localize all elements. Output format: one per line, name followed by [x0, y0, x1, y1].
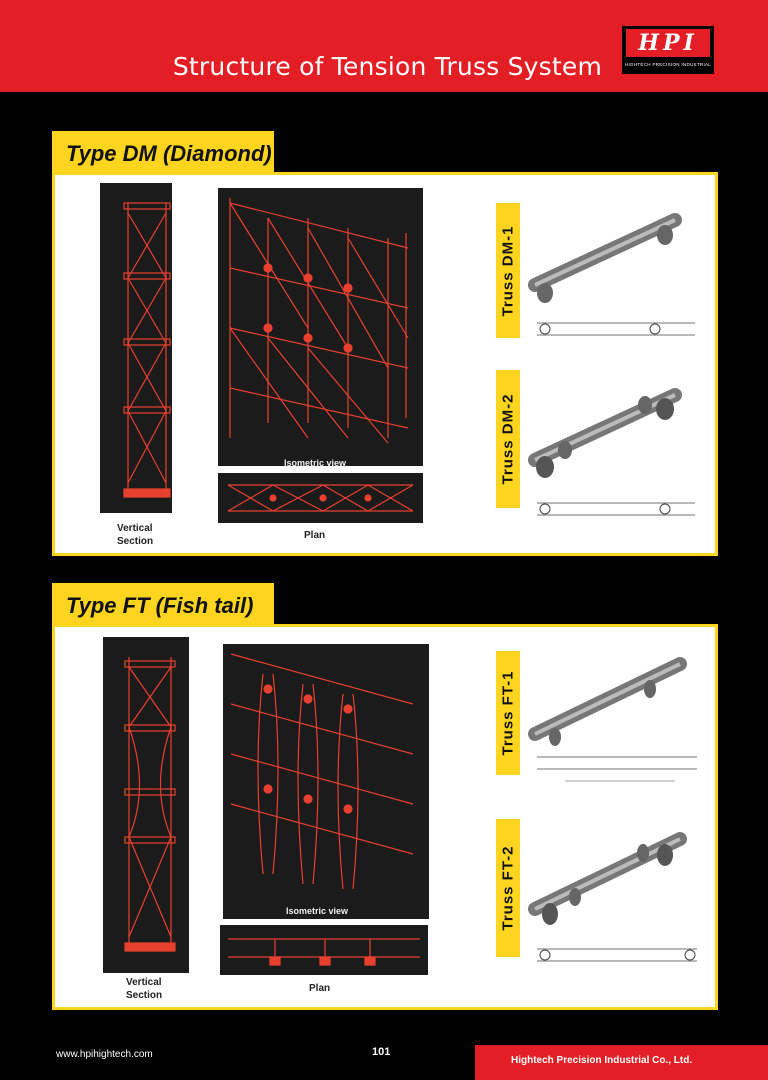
- part-label-ft-1: Truss FT-1: [499, 670, 517, 756]
- logo-mark: HPI: [626, 29, 710, 57]
- plan-label-ft: Plan: [309, 983, 331, 994]
- part-tab-dm-1: [496, 203, 520, 338]
- logo-subtitle: HIGHTECH PRECISION INDUSTRIAL: [624, 62, 712, 67]
- truss-part-drawing-dm-2: [525, 375, 705, 540]
- isometric-drawing-ft: [223, 644, 429, 919]
- vertical-section-drawing-ft: [103, 637, 189, 973]
- company-name: Hightech Precision Industrial Co., Ltd.: [511, 1055, 693, 1066]
- page-title: Structure of Tension Truss System: [172, 52, 602, 81]
- part-tab-ft-2: [496, 819, 520, 957]
- part-tab-ft-1: [496, 651, 520, 775]
- vertical-label: Vertical: [126, 977, 162, 988]
- company-logo: [622, 26, 714, 74]
- plan-drawing-ft: [220, 925, 428, 975]
- truss-part-drawing-ft-1: [525, 649, 705, 799]
- page-header: [0, 0, 768, 92]
- section-label: Section: [117, 536, 154, 547]
- plan-drawing-dm: [218, 473, 423, 523]
- section-label: Section: [126, 990, 163, 1001]
- isometric-label-dm: Isometric view: [284, 458, 347, 468]
- website-link[interactable]: www.hpihightech.com: [56, 1049, 153, 1060]
- plan-label-dm: Plan: [304, 530, 326, 541]
- part-label-ft-2: Truss FT-2: [499, 845, 517, 931]
- truss-part-drawing-dm-1: [525, 205, 705, 365]
- truss-part-drawing-ft-2: [525, 819, 705, 989]
- section-tab-ft: [52, 583, 274, 627]
- page-number: 101: [372, 1046, 391, 1058]
- part-label-dm-1: Truss DM-1: [499, 225, 517, 316]
- section-heading-ft: Type FT (Fish tail): [66, 593, 254, 618]
- isometric-label-ft: Isometric view: [286, 906, 349, 916]
- part-tab-dm-2: [496, 370, 520, 508]
- footer-bar: [475, 1045, 768, 1080]
- section-panel-dm: [52, 172, 718, 556]
- section-panel-ft: [52, 624, 718, 1010]
- section-tab-dm: [52, 131, 274, 175]
- isometric-drawing-dm: [218, 188, 423, 466]
- part-label-dm-2: Truss DM-2: [499, 393, 517, 485]
- vertical-label: Vertical: [117, 523, 153, 534]
- vertical-section-drawing-dm: [100, 183, 172, 513]
- vertical-section-label-ft: [126, 976, 162, 1002]
- vertical-section-label-dm: [117, 522, 153, 548]
- section-heading-dm: Type DM (Diamond): [66, 141, 272, 166]
